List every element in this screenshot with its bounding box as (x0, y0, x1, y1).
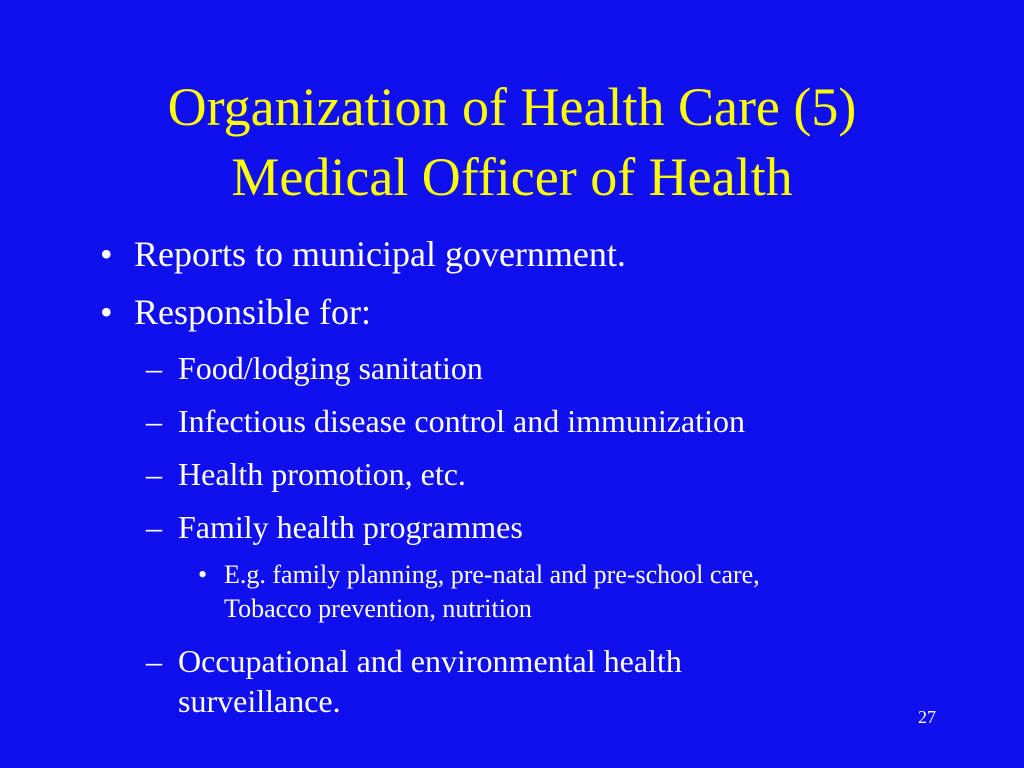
subbullet-infectious-disease (146, 401, 745, 441)
title-line-2: Medical Officer of Health (231, 147, 793, 207)
subsub-text-line-1: E.g. family planning, pre-natal and pre-school care, (224, 560, 760, 589)
bullet-reports (100, 234, 626, 274)
subbullet-text: Food/lodging sanitation (178, 350, 483, 386)
subbullet-occupational (146, 641, 682, 721)
bullet-text: Responsible for: (134, 292, 371, 332)
subbullet-text-line-2: surveillance. (178, 683, 341, 719)
dash-marker: – (146, 403, 162, 439)
dash-marker: – (146, 456, 162, 492)
subbullet-family-health (146, 507, 523, 547)
dash-marker: – (146, 350, 162, 386)
subbullet-text: Infectious disease control and immunization (178, 403, 745, 439)
bullet-marker: • (100, 292, 113, 332)
bullet-responsible (100, 292, 371, 332)
page-number: 27 (918, 707, 936, 727)
dash-marker: – (146, 643, 162, 679)
subbullet-text-line-1: Occupational and environmental health (178, 643, 682, 679)
subsub-text-line-2: Tobacco prevention, nutrition (224, 594, 532, 623)
bullet-marker: • (198, 560, 208, 589)
bullet-marker: • (100, 234, 113, 274)
dash-marker: – (146, 509, 162, 545)
title-line-1: Organization of Health Care (5) (167, 77, 857, 137)
bullet-text: Reports to municipal government. (134, 234, 626, 274)
subbullet-food-lodging (146, 348, 483, 388)
subsub-bullet-examples (198, 558, 760, 626)
subbullet-text: Family health programmes (178, 509, 523, 545)
subbullet-text: Health promotion, etc. (178, 456, 466, 492)
subbullet-health-promotion (146, 454, 466, 494)
